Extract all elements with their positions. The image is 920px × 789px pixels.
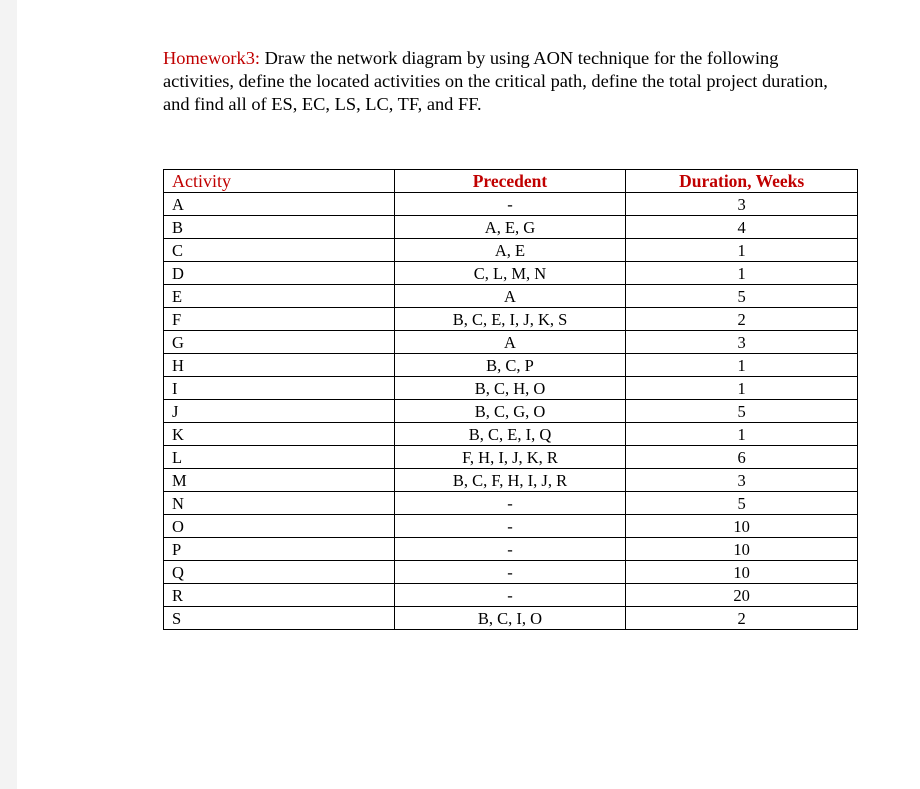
table-body <box>164 193 858 630</box>
precedent-cell: A <box>394 331 626 354</box>
homework-intro <box>163 47 843 116</box>
document-page <box>17 0 920 789</box>
duration-cell: 3 <box>626 469 858 492</box>
duration-cell: 1 <box>626 262 858 285</box>
table-row <box>164 561 858 584</box>
activity-cell: C <box>164 239 395 262</box>
table-row <box>164 285 858 308</box>
activity-cell: Q <box>164 561 395 584</box>
duration-cell: 5 <box>626 400 858 423</box>
precedent-cell: B, C, P <box>394 354 626 377</box>
homework-label: Homework3: <box>163 48 261 68</box>
header-precedent: Precedent <box>394 170 626 193</box>
precedent-cell: - <box>394 193 626 216</box>
activity-cell: D <box>164 262 395 285</box>
precedent-cell: A, E <box>394 239 626 262</box>
precedent-cell: - <box>394 515 626 538</box>
table-row <box>164 423 858 446</box>
header-activity: Activity <box>164 170 395 193</box>
duration-cell: 6 <box>626 446 858 469</box>
precedent-cell: - <box>394 538 626 561</box>
precedent-cell: - <box>394 584 626 607</box>
activity-cell: E <box>164 285 395 308</box>
activity-cell: K <box>164 423 395 446</box>
precedent-cell: B, C, F, H, I, J, R <box>394 469 626 492</box>
precedent-cell: B, C, I, O <box>394 607 626 630</box>
duration-cell: 1 <box>626 239 858 262</box>
table-row <box>164 193 858 216</box>
activity-cell: J <box>164 400 395 423</box>
precedent-cell: B, C, H, O <box>394 377 626 400</box>
table-row <box>164 584 858 607</box>
table-row <box>164 239 858 262</box>
duration-cell: 20 <box>626 584 858 607</box>
activity-cell: B <box>164 216 395 239</box>
header-duration: Duration, Weeks <box>626 170 858 193</box>
table-row <box>164 469 858 492</box>
table-row <box>164 262 858 285</box>
table-row <box>164 354 858 377</box>
activity-cell: G <box>164 331 395 354</box>
homework-prompt: Draw the network diagram by using AON technique for the following activities, define the located activities on the critical path, define the total project duration, and find all of ES, EC, LS, LC, TF, and FF. <box>163 48 828 114</box>
duration-cell: 10 <box>626 561 858 584</box>
activity-cell: R <box>164 584 395 607</box>
table-row <box>164 377 858 400</box>
precedent-cell: A <box>394 285 626 308</box>
activity-cell: F <box>164 308 395 331</box>
activity-cell: I <box>164 377 395 400</box>
activity-cell: O <box>164 515 395 538</box>
precedent-cell: A, E, G <box>394 216 626 239</box>
duration-cell: 1 <box>626 354 858 377</box>
duration-cell: 10 <box>626 538 858 561</box>
table-row <box>164 515 858 538</box>
duration-cell: 3 <box>626 331 858 354</box>
duration-cell: 3 <box>626 193 858 216</box>
precedent-cell: C, L, M, N <box>394 262 626 285</box>
activity-cell: P <box>164 538 395 561</box>
precedent-cell: - <box>394 492 626 515</box>
duration-cell: 5 <box>626 285 858 308</box>
table-header-row <box>164 170 858 193</box>
table-row <box>164 308 858 331</box>
activity-cell: N <box>164 492 395 515</box>
duration-cell: 4 <box>626 216 858 239</box>
precedent-cell: B, C, G, O <box>394 400 626 423</box>
activity-cell: L <box>164 446 395 469</box>
table-row <box>164 216 858 239</box>
table-row <box>164 492 858 515</box>
activity-cell: M <box>164 469 395 492</box>
precedent-cell: B, C, E, I, J, K, S <box>394 308 626 331</box>
precedent-cell: F, H, I, J, K, R <box>394 446 626 469</box>
table-row <box>164 607 858 630</box>
table-row <box>164 400 858 423</box>
precedent-cell: - <box>394 561 626 584</box>
duration-cell: 2 <box>626 607 858 630</box>
table-row <box>164 446 858 469</box>
duration-cell: 10 <box>626 515 858 538</box>
activities-table <box>163 169 858 630</box>
duration-cell: 2 <box>626 308 858 331</box>
activity-cell: S <box>164 607 395 630</box>
table-row <box>164 538 858 561</box>
precedent-cell: B, C, E, I, Q <box>394 423 626 446</box>
duration-cell: 5 <box>626 492 858 515</box>
table-row <box>164 331 858 354</box>
duration-cell: 1 <box>626 377 858 400</box>
activity-cell: A <box>164 193 395 216</box>
duration-cell: 1 <box>626 423 858 446</box>
activity-cell: H <box>164 354 395 377</box>
